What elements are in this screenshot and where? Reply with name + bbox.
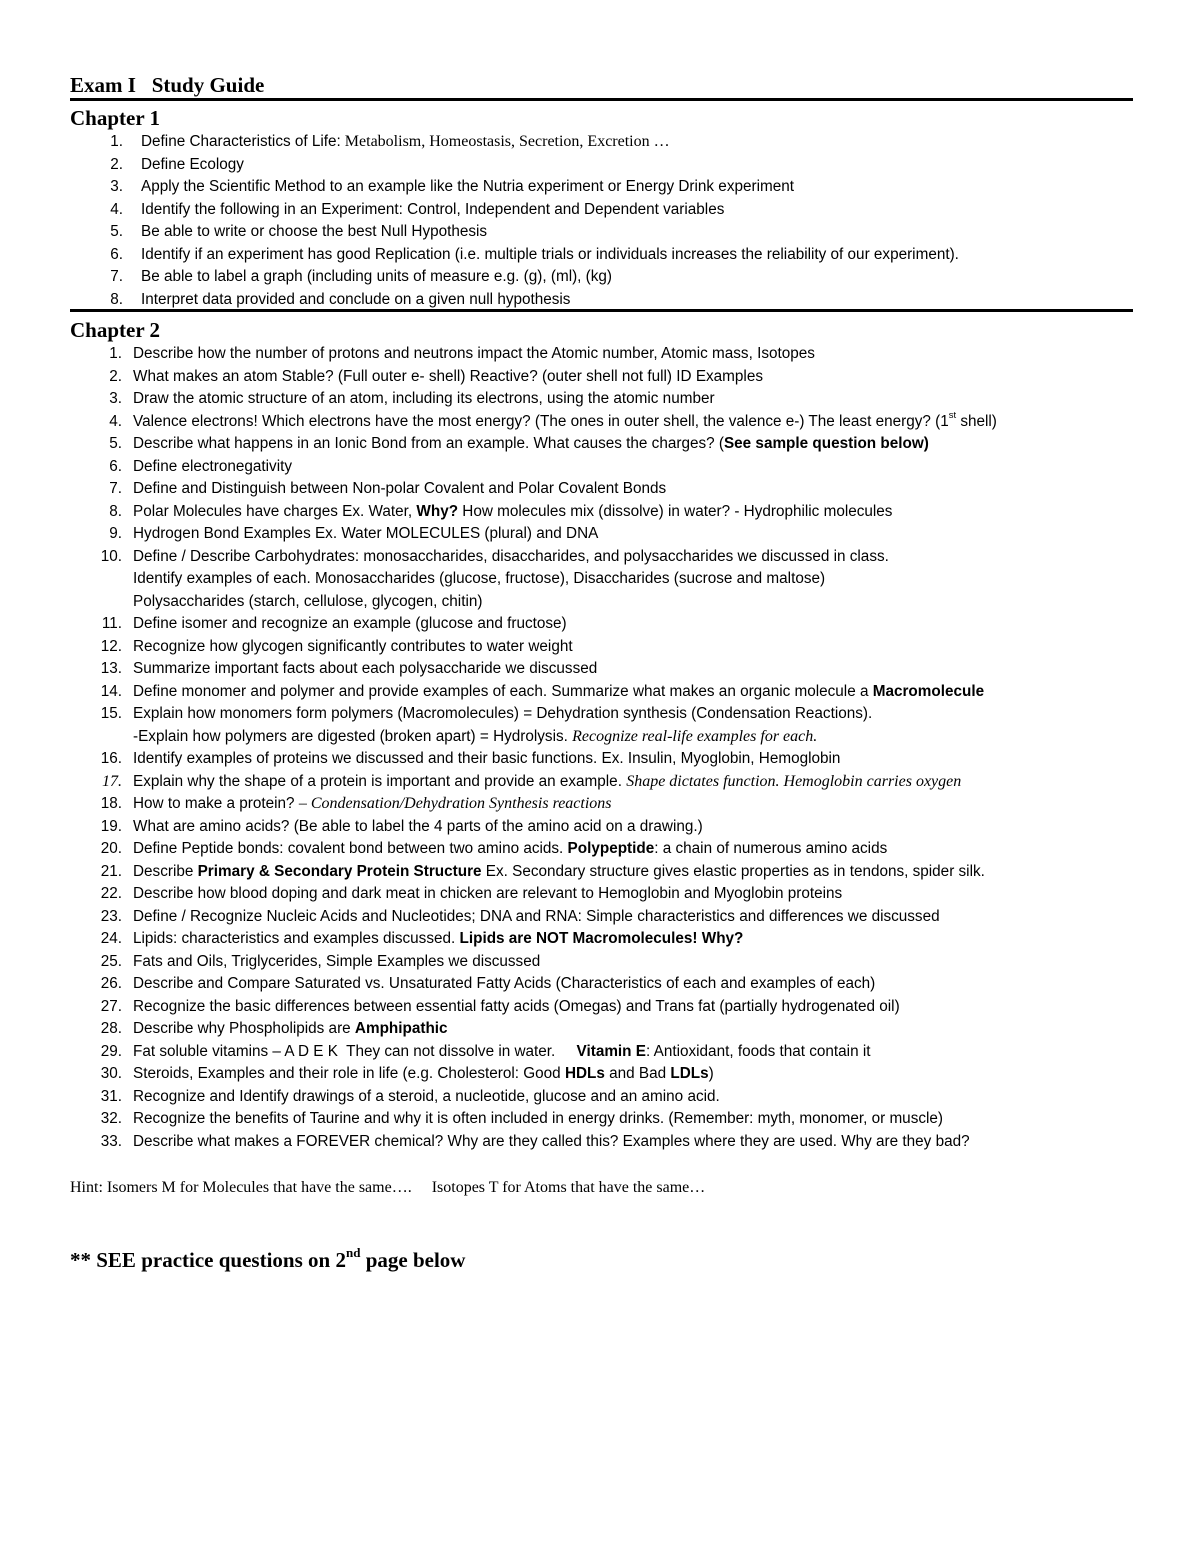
document-page: Exam I Study Guide Chapter 1 1. Define Characteristics of Life: Metabolism, Homeostasis, Secretion, Excretion … 2. Define Ecology 3. Apply the Scientific Method to an example like the Nutria experiment or Energy Drink experiment 4. Identify the following in an Experiment: Control, Independent and Dependent variables 5. Be able to write or choose the best Null Hypothesis 6. Identify if an experiment has good Replication (i.e. multiple trials or individuals increases the reliability of our experiment). 7. Be able to label a graph (including units of measure e.g. (g), (ml), (kg) 8. Interpret data provided and conclude on a given null hypothesis Chapter 2 1. Describe how the number of protons and neutrons impact the Atomic number, Atomic mass, Isotopes 2. What makes an atom Stable? (Full outer e- shell) Reactive? (outer shell not full) ID Examples 3. Draw the atomic structure of an atom, including its electrons, using the atomic number 4. Valence electrons! Which electrons have the most energy? (The ones in outer shell, the valence e-) The least energy? (1st shell) 5. Describe what happens in an Ionic Bond from an example. What causes the charges? (See sample question below) 6. Define electronegativity 7. Define and Distinguish between Non-polar Covalent and Polar Covalent Bonds 8. Polar Molecules have charges Ex. Water, Why? How molecules mix (dissolve) in water? - Hydrophilic molecules 9. Hydrogen Bond Examples Ex. Water MOLECULES (plural) and DNA 10. Define / Describe Carbohydrates: monosaccharides, disaccharides, and polysaccharides we discussed in class. Identify examples of each. Monosaccharides (glucose, fructose), Disaccharides (sucrose and maltose) Polysaccharides (starch, cellulose, glycogen, chitin) 11. Define isomer and recognize an example (glucose and fructose) 12. Recognize how glycogen significantly contributes to water weight 13. Summarize important facts about each polysaccharide we discussed 14. Define monomer and polymer and provide examples of each. Summarize what makes an organic molecule a Macromolecule 15. Explain how monomers form polymers (Macromolecules) = Dehydration synthesis (Condensation Reactions). -Explain how polymers are digested (broken apart) = Hydrolysis. Recognize real-life examples for each. 16. Identify examples of proteins we discussed and their basic functions. Ex. Insulin, Myoglobin, Hemoglobin 17. Explain why the shape of a protein is important and provide an example. Shape dictates function. Hemoglobin carries oxygen 18. How to make a protein? – Condensation/Dehydration Synthesis reactions 19. What are amino acids? (Be able to label the 4 parts of the amino acid on a drawing.) 20. Define Peptide bonds: covalent bond between two amino acids. Polypeptide: a chain of numerous amino acids 21. Describe Primary & Secondary Protein Structure Ex. Secondary structure gives elastic properties as in tendons, spider silk. 22. Describe how blood doping and dark meat in chicken are relevant to Hemoglobin and Myoglobin proteins 23. Define / Recognize Nucleic Acids and Nucleotides; DNA and RNA: Simple characteristics and differences we discussed 24. Lipids: characteristics and examples discussed. Lipids are NOT Macromolecules! Why? 25. Fats and Oils, Triglycerides, Simple Examples we discussed 26. Describe and Compare Saturated vs. Unsaturated Fatty Acids (Characteristics of each and examples of each) 27. Recognize the basic differences between essential fatty acids (Omegas) and Trans fat (partially hydrogenated oil) 28. Describe why Phospholipids are Amphipathic 29. Fat soluble vitamins – A D E K They can not dissolve in water. Vitamin E: Antioxidant, foods that contain it 30. Steroids, Examples and their role in life (e.g. Cholesterol: Good HDLs and Bad LDLs) 31. Recognize and Identify drawings of a steroid, a nucleotide, glucose and an amino acid. 32. Recognize the benefits of Taurine and why it is often included in energy drinks. (Remember: myth, monomer, or muscle) 33. Describe what makes a FOREVER chemical? Why are they called this? Examples where they are used. Why are they bad? Hint: Isomers M for Molecules that have the same…. Isotopes T for Atoms that have the same… ** SEE practice questions on 2nd page below — [0, 0, 1200, 1553]
practice-questions-note: ** SEE practice questions on 2nd page below — [70, 1245, 466, 1272]
divider-line — [70, 309, 1133, 312]
chapter-2-heading: Chapter 2 — [70, 318, 161, 342]
chapter-1-heading: Chapter 1 — [70, 106, 161, 130]
page-title: Exam I Study Guide — [70, 73, 265, 97]
hint-text: Hint: Isomers M for Molecules that have the same…. Isotopes T for Atoms that have the same… — [70, 1179, 706, 1196]
divider-line — [70, 98, 1133, 101]
